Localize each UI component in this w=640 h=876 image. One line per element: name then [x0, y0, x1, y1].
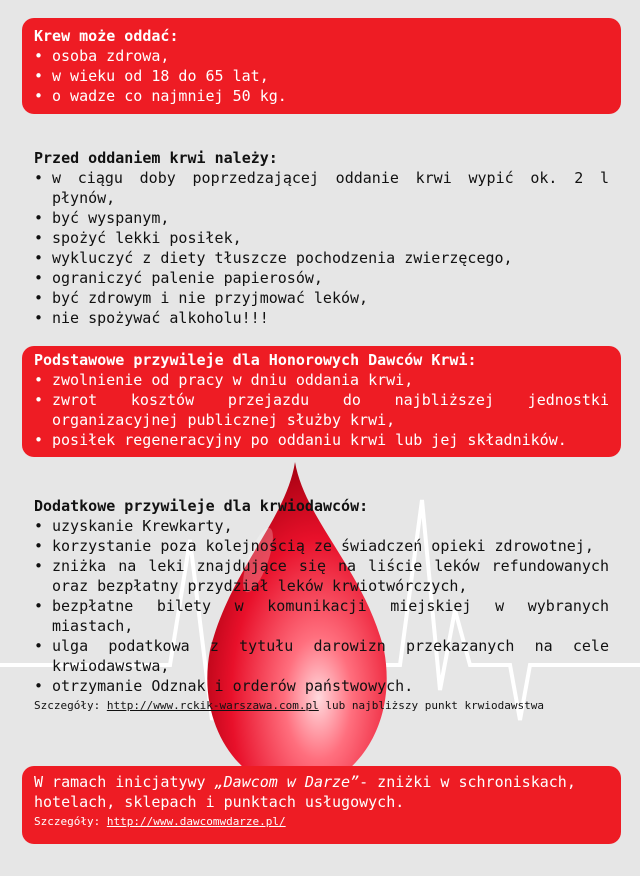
dawcom-w-darze-text [34, 772, 609, 812]
list-item: • o wadze co najmniej 50 kg. [34, 86, 609, 106]
list-item: • wykluczyć z diety tłuszcze pochodzenia zwierzęcego, [34, 248, 609, 268]
additional-privileges-list [34, 516, 609, 696]
additional-privileges-section [22, 496, 621, 714]
dawcom-w-darze-box [22, 766, 621, 844]
details-note-suffix: lub najbliższy punkt krwiodawstwa [318, 699, 544, 712]
basic-privileges-list [34, 370, 609, 450]
list-item: • bezpłatne bilety w komunikacji miejskiej w wybranych miastach, [34, 596, 609, 636]
initiative-text-before: W ramach inicjatywy [34, 773, 215, 791]
additional-privileges-heading: Dodatkowe przywileje dla krwiodawców: [34, 497, 369, 515]
details-note [34, 698, 609, 714]
list-item: • osoba zdrowa, [34, 46, 609, 66]
list-item: • zwolnienie od pracy w dniu oddania krwi, [34, 370, 609, 390]
donor-eligibility-heading: Krew może oddać: [34, 27, 179, 45]
list-item: • nie spożywać alkoholu!!! [34, 308, 609, 328]
dawcomwdarze-link[interactable]: http://www.dawcomwdarze.pl/ [106, 815, 286, 828]
donor-eligibility-list [34, 46, 609, 106]
details-note-prefix: Szczegóły: [34, 699, 107, 712]
initiative-name: „Dawcom w Darze” [214, 773, 360, 791]
list-item: • ograniczyć palenie papierosów, [34, 268, 609, 288]
list-item: • w ciągu doby poprzedzającej oddanie krwi wypić ok. 2 l płynów, [34, 168, 609, 208]
initiative-note-prefix: Szczegóły: [34, 815, 107, 828]
list-item: • posiłek regeneracyjny po oddaniu krwi lub jej składników. [34, 430, 609, 450]
basic-privileges-heading: Podstawowe przywileje dla Honorowych Dawców Krwi: [34, 351, 477, 369]
before-donation-heading: Przed oddaniem krwi należy: [34, 149, 278, 167]
basic-privileges-box [22, 346, 621, 457]
list-item: • korzystanie poza kolejnością ze świadczeń opieki zdrowotnej, [34, 536, 609, 556]
list-item: • uzyskanie Krewkarty, [34, 516, 609, 536]
list-item: • otrzymanie Odznak i orderów państwowych. [34, 676, 609, 696]
donor-eligibility-box [22, 18, 621, 114]
rckik-link[interactable]: http://www.rckik-warszawa.com.pl [106, 699, 319, 712]
list-item: • być zdrowym i nie przyjmować leków, [34, 288, 609, 308]
list-item: • być wyspanym, [34, 208, 609, 228]
list-item: • spożyć lekki posiłek, [34, 228, 609, 248]
initiative-details-note [34, 814, 609, 830]
list-item: • w wieku od 18 do 65 lat, [34, 66, 609, 86]
initiative-text-after: - zniżki w schroniskach, hotelach, sklepach i punktach usługowych. [34, 773, 576, 811]
before-donation-list [34, 168, 609, 328]
list-item: • zwrot kosztów przejazdu do najbliższej jednostki organizacyjnej publicznej służby krwi, [34, 390, 609, 430]
list-item: • ulga podatkowa z tytułu darowizn przekazanych na cele krwiodawstwa, [34, 636, 609, 676]
list-item: • zniżka na leki znajdujące się na liście leków refundowanych oraz bezpłatny przydział leków krwiotwórczych, [34, 556, 609, 596]
before-donation-section [22, 148, 621, 328]
